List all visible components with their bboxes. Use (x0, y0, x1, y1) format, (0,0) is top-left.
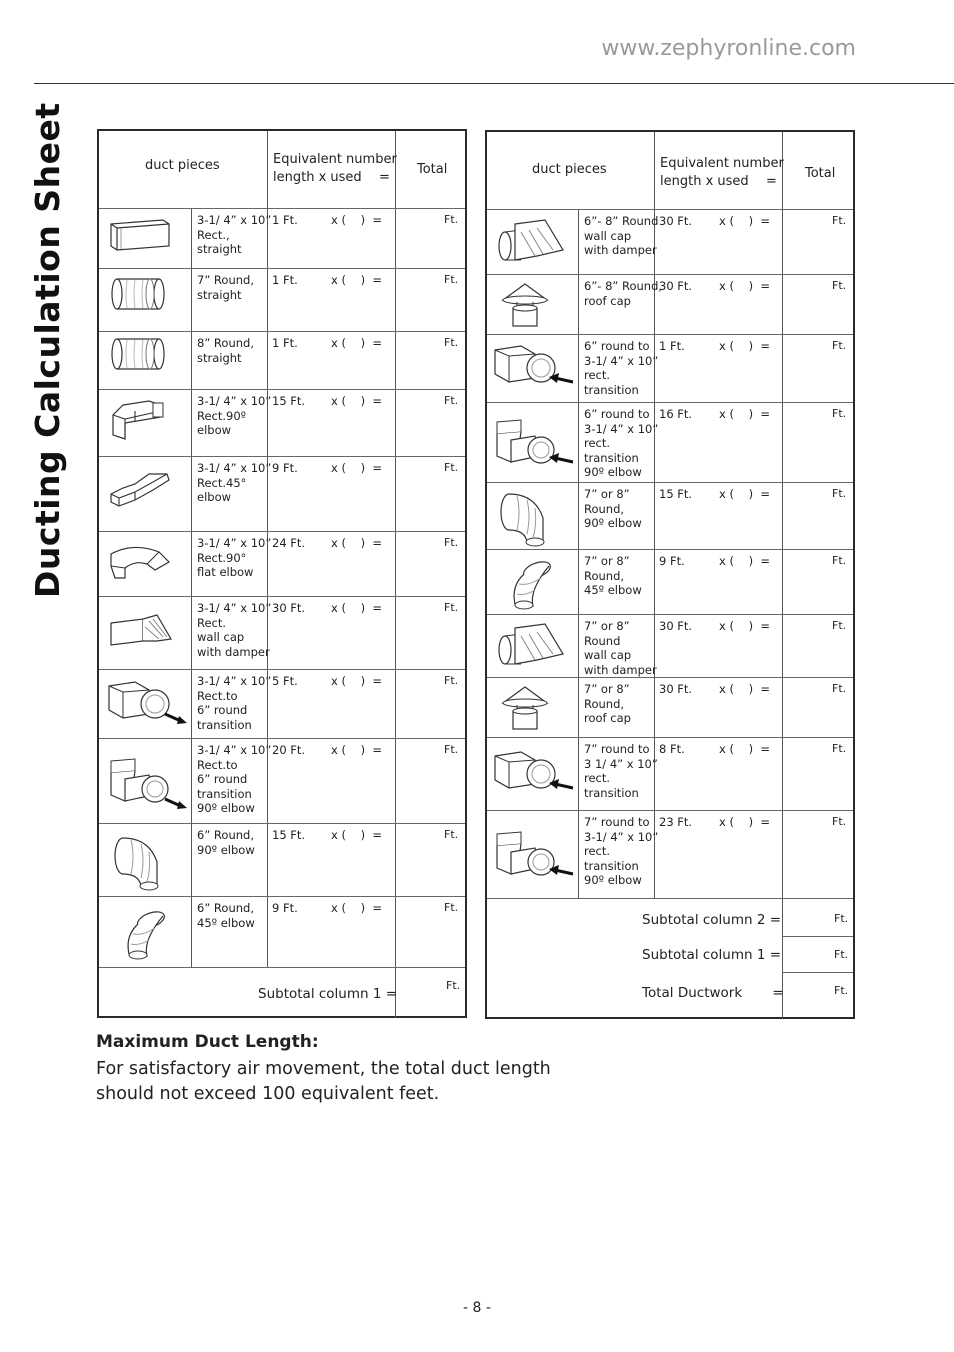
left-subtotal-label: Subtotal column 1 = (258, 986, 398, 1002)
description-line: Rect.90º (197, 408, 247, 423)
equivalent-length: 16 Ft. (659, 407, 693, 421)
description-line: Round, (584, 568, 625, 583)
duct-description (584, 815, 658, 888)
duct-row (99, 596, 465, 669)
description-line: 6” round to (584, 407, 650, 421)
equivalent-length: 9 Ft. (659, 554, 685, 568)
row-total-unit: Ft. (832, 682, 847, 695)
duct-description (197, 828, 255, 857)
round-45-elbow-icon (105, 906, 175, 968)
duct-description (584, 554, 642, 598)
duct-row (487, 810, 853, 898)
quantity-multiplier[interactable]: x ( ) = (719, 682, 771, 696)
description-line: 3-1/ 4” x 10” (584, 353, 659, 368)
description-line: with damper (197, 644, 270, 659)
equivalent-length: 15 Ft. (272, 828, 306, 842)
right-ducting-table (485, 130, 855, 1019)
description-line: rect. (584, 844, 611, 858)
quantity-multiplier[interactable]: x ( ) = (331, 674, 383, 688)
description-line: 3-1/ 4” x 10” (197, 601, 272, 615)
duct-description (197, 394, 271, 438)
roof-cap-icon (491, 681, 561, 737)
round-straight-icon (105, 274, 175, 318)
row-total-unit: Ft. (832, 407, 847, 420)
rect-to-round-elbow-icon (105, 755, 195, 817)
rect-90-elbow-icon (105, 397, 175, 445)
rect-straight-icon (105, 212, 175, 256)
duct-description (197, 743, 271, 816)
description-line: transition (584, 450, 639, 465)
row-total-unit: Ft. (832, 339, 847, 352)
equivalent-length: 9 Ft. (272, 461, 298, 475)
max-length-text: For satisfactory air movement, the total duct length should not exceed 100 equivalent feet. (96, 1059, 551, 1104)
description-line: Rect.to (197, 757, 238, 772)
equivalent-length: 8 Ft. (659, 742, 685, 756)
website-url[interactable]: www.zephyronline.com (601, 36, 856, 61)
equivalent-length: 20 Ft. (272, 743, 306, 757)
description-line: 3-1/ 4” x 10” (197, 536, 272, 550)
subtotal-column-2-label: Subtotal column 2 = (642, 912, 782, 928)
duct-row (487, 614, 853, 677)
subtotal-column-1-unit: Ft. (834, 948, 849, 961)
duct-description (197, 601, 271, 659)
duct-row (487, 737, 853, 810)
header-duct-pieces: duct pieces (145, 158, 220, 173)
row-total-unit: Ft. (832, 815, 847, 828)
quantity-multiplier[interactable]: x ( ) = (719, 407, 771, 421)
round-90-elbow-icon (491, 490, 561, 552)
header-rule (34, 83, 954, 84)
duct-row (99, 389, 465, 456)
header-equivalent-line1: Equivalent number (273, 152, 397, 167)
max-length-heading: Maximum Duct Length: (96, 1032, 319, 1052)
rect-wall-cap-icon (105, 607, 175, 655)
description-line: with damper (584, 662, 657, 677)
description-line: 45º elbow (584, 583, 642, 597)
equivalent-length: 15 Ft. (272, 394, 306, 408)
duct-description (197, 536, 271, 580)
equivalent-length: 5 Ft. (272, 674, 298, 688)
row-total-unit: Ft. (832, 487, 847, 500)
row-total-unit: Ft. (832, 554, 847, 567)
duct-description (197, 213, 271, 257)
header-equivalent-line1: Equivalent number (660, 156, 784, 171)
description-line: transition (584, 382, 639, 397)
quantity-multiplier[interactable]: x ( ) = (719, 742, 771, 756)
row-total-unit: Ft. (444, 213, 459, 226)
row-total-unit: Ft. (832, 279, 847, 292)
duct-description (197, 674, 271, 732)
quantity-multiplier[interactable]: x ( ) = (719, 339, 771, 353)
description-line: rect. (584, 771, 611, 785)
quantity-multiplier[interactable]: x ( ) = (719, 554, 771, 568)
duct-description (584, 279, 662, 308)
description-line: roof cap (584, 711, 631, 725)
description-line: rect. (584, 368, 611, 382)
duct-row (99, 531, 465, 596)
description-line: 3 1/ 4” x 10” (584, 756, 658, 771)
duct-description (584, 619, 657, 677)
duct-description (197, 461, 271, 505)
description-line: flat elbow (197, 565, 254, 579)
description-line: 7” Round, (197, 273, 254, 287)
quantity-multiplier[interactable]: x ( ) = (331, 213, 383, 227)
duct-description (197, 273, 254, 302)
description-line: 3-1/ 4” x 10” (197, 674, 272, 688)
duct-row (99, 208, 465, 268)
quantity-multiplier[interactable]: x ( ) = (719, 815, 771, 829)
equivalent-length: 30 Ft. (659, 214, 693, 228)
description-line: straight (197, 287, 242, 302)
description-line: 90º elbow (197, 842, 255, 857)
description-line: 45º elbow (197, 915, 255, 930)
description-line: 3-1/ 4” x 10” (197, 394, 272, 408)
description-line: rect. (584, 436, 611, 450)
description-line: wall cap (584, 648, 632, 662)
row-divider (99, 967, 465, 968)
duct-description (584, 682, 631, 726)
row-total-unit: Ft. (444, 536, 459, 549)
row-total-unit: Ft. (444, 394, 459, 407)
description-line: 6” Round, (197, 828, 254, 842)
description-line: 6”- 8” Round (584, 214, 659, 228)
round-90-elbow-icon (105, 834, 175, 896)
duct-description (197, 336, 254, 365)
description-line: elbow (197, 423, 232, 437)
quantity-multiplier[interactable]: x ( ) = (331, 828, 383, 842)
quantity-multiplier[interactable]: x ( ) = (331, 601, 383, 615)
row-total-unit: Ft. (444, 336, 459, 349)
duct-row (99, 268, 465, 331)
duct-row (487, 402, 853, 482)
duct-row (99, 331, 465, 389)
rect-flat-elbow-icon (105, 538, 175, 586)
duct-description (584, 742, 658, 800)
equivalent-length: 1 Ft. (272, 273, 298, 287)
description-line: Round, (584, 696, 625, 711)
equivalent-length: 30 Ft. (659, 682, 693, 696)
equivalent-length: 23 Ft. (659, 815, 693, 829)
equivalent-length: 30 Ft. (659, 279, 693, 293)
duct-row (487, 549, 853, 614)
description-line: Rect.to (197, 688, 238, 703)
description-line: 90º elbow (584, 873, 642, 887)
round-to-rect-elbow-icon (491, 416, 581, 478)
duct-description (584, 407, 658, 480)
description-line: 3-1/ 4” x 10” (584, 829, 659, 844)
equivalent-length: 1 Ft. (659, 339, 685, 353)
description-line: Rect., (197, 227, 230, 242)
description-line: 3-1/ 4” x 10” (197, 743, 272, 757)
description-line: roof cap (584, 293, 631, 308)
description-line: 6” round (197, 703, 248, 717)
row-total-unit: Ft. (444, 601, 459, 614)
description-line: 6”- 8” Round, (584, 279, 663, 293)
quantity-multiplier[interactable]: x ( ) = (331, 461, 383, 475)
description-line: transition (584, 785, 639, 800)
round-to-rect-transition-icon (491, 342, 581, 394)
row-total-unit: Ft. (444, 828, 459, 841)
row-divider (782, 972, 853, 973)
page-title: Ducting Calculation Sheet (28, 102, 67, 598)
row-divider (487, 898, 853, 899)
duct-row (99, 456, 465, 531)
duct-description (584, 339, 658, 397)
description-line: 90º elbow (197, 801, 255, 815)
quantity-multiplier[interactable]: x ( ) = (719, 487, 771, 501)
row-total-unit: Ft. (444, 273, 459, 286)
quantity-multiplier[interactable]: x ( ) = (331, 536, 383, 550)
description-line: 90º elbow (584, 516, 642, 530)
subtotal-column-2-unit: Ft. (834, 912, 849, 925)
rect-45-elbow-icon (105, 468, 175, 516)
description-line: 3-1/ 4” x 10” (197, 213, 272, 227)
equivalent-length: 1 Ft. (272, 213, 298, 227)
description-line: Round (584, 633, 621, 648)
row-total-unit: Ft. (444, 743, 459, 756)
description-line: transition (197, 786, 252, 801)
header-equals: = (766, 174, 777, 189)
duct-row (99, 669, 465, 738)
row-total-unit: Ft. (832, 619, 847, 632)
quantity-multiplier[interactable]: x ( ) = (331, 394, 383, 408)
duct-description (197, 901, 255, 930)
description-line: transition (197, 717, 252, 732)
equivalent-length: 15 Ft. (659, 487, 693, 501)
header-equals: = (379, 170, 390, 185)
duct-row (487, 274, 853, 334)
duct-row (487, 677, 853, 737)
description-line: elbow (197, 490, 232, 504)
description-line: 6” round (197, 772, 248, 786)
equivalent-length: 9 Ft. (272, 901, 298, 915)
description-line: with damper (584, 243, 657, 257)
header-total: Total (417, 162, 448, 177)
description-line: straight (197, 350, 242, 365)
duct-row (487, 209, 853, 274)
roof-cap-icon (491, 278, 561, 334)
round-straight-icon (105, 334, 175, 378)
description-line: straight (197, 242, 242, 256)
description-line: Rect.90° (197, 550, 247, 565)
quantity-multiplier[interactable]: x ( ) = (331, 743, 383, 757)
left-subtotal-unit: Ft. (446, 979, 461, 992)
duct-row (487, 334, 853, 402)
duct-description (584, 487, 642, 531)
total-ductwork-label: Total Ductwork = (642, 985, 784, 1001)
description-line: 3-1/ 4” x 10” (584, 421, 659, 436)
round-to-rect-elbow-icon (491, 828, 581, 890)
description-line: 90º elbow (584, 465, 642, 479)
duct-row (487, 482, 853, 549)
header-equivalent-line2: length x used (273, 170, 362, 185)
row-total-unit: Ft. (832, 742, 847, 755)
description-line: Round, (584, 501, 625, 516)
duct-row (99, 896, 465, 967)
description-line: 7” or 8” (584, 682, 630, 696)
page-number: - 8 - (463, 1300, 491, 1316)
description-line: Rect. (197, 615, 227, 630)
description-line: 6” Round, (197, 901, 254, 915)
equivalent-length: 30 Ft. (659, 619, 693, 633)
equivalent-length: 30 Ft. (272, 601, 306, 615)
round-to-rect-transition-icon (491, 748, 581, 800)
description-line: 6” round to (584, 339, 650, 353)
description-line: 7” or 8” (584, 554, 630, 568)
row-total-unit: Ft. (444, 461, 459, 474)
subtotal-column-1-label: Subtotal column 1 = (642, 947, 782, 963)
header-total: Total (805, 166, 836, 181)
left-ducting-table (97, 129, 467, 1018)
header-duct-pieces: duct pieces (532, 162, 607, 177)
quantity-multiplier[interactable]: x ( ) = (331, 336, 383, 350)
row-divider (782, 936, 853, 937)
round-wall-cap-icon (491, 620, 571, 676)
round-45-elbow-icon (491, 556, 561, 618)
equivalent-length: 24 Ft. (272, 536, 306, 550)
quantity-multiplier[interactable]: x ( ) = (331, 273, 383, 287)
description-line: 7” or 8” (584, 487, 630, 501)
description-line: 7” round to (584, 815, 650, 829)
description-line: 8” Round, (197, 336, 254, 350)
header-equivalent-line2: length x used (660, 174, 749, 189)
description-line: transition (584, 858, 639, 873)
rect-to-round-transition-icon (105, 678, 195, 730)
quantity-multiplier[interactable]: x ( ) = (719, 214, 771, 228)
row-total-unit: Ft. (444, 901, 459, 914)
row-total-unit: Ft. (444, 674, 459, 687)
duct-row (99, 823, 465, 896)
description-line: Rect.45° (197, 475, 247, 490)
quantity-multiplier[interactable]: x ( ) = (331, 901, 383, 915)
description-line: wall cap (584, 228, 632, 243)
round-wall-cap-icon (491, 216, 571, 272)
equivalent-length: 1 Ft. (272, 336, 298, 350)
total-ductwork-unit: Ft. (834, 984, 849, 997)
description-line: 7” round to (584, 742, 650, 756)
quantity-multiplier[interactable]: x ( ) = (719, 279, 771, 293)
duct-row (99, 738, 465, 823)
row-total-unit: Ft. (832, 214, 847, 227)
duct-description (584, 214, 658, 258)
description-line: 7” or 8” (584, 619, 630, 633)
description-line: 3-1/ 4” x 10” (197, 461, 272, 475)
quantity-multiplier[interactable]: x ( ) = (719, 619, 771, 633)
description-line: wall cap (197, 630, 245, 644)
